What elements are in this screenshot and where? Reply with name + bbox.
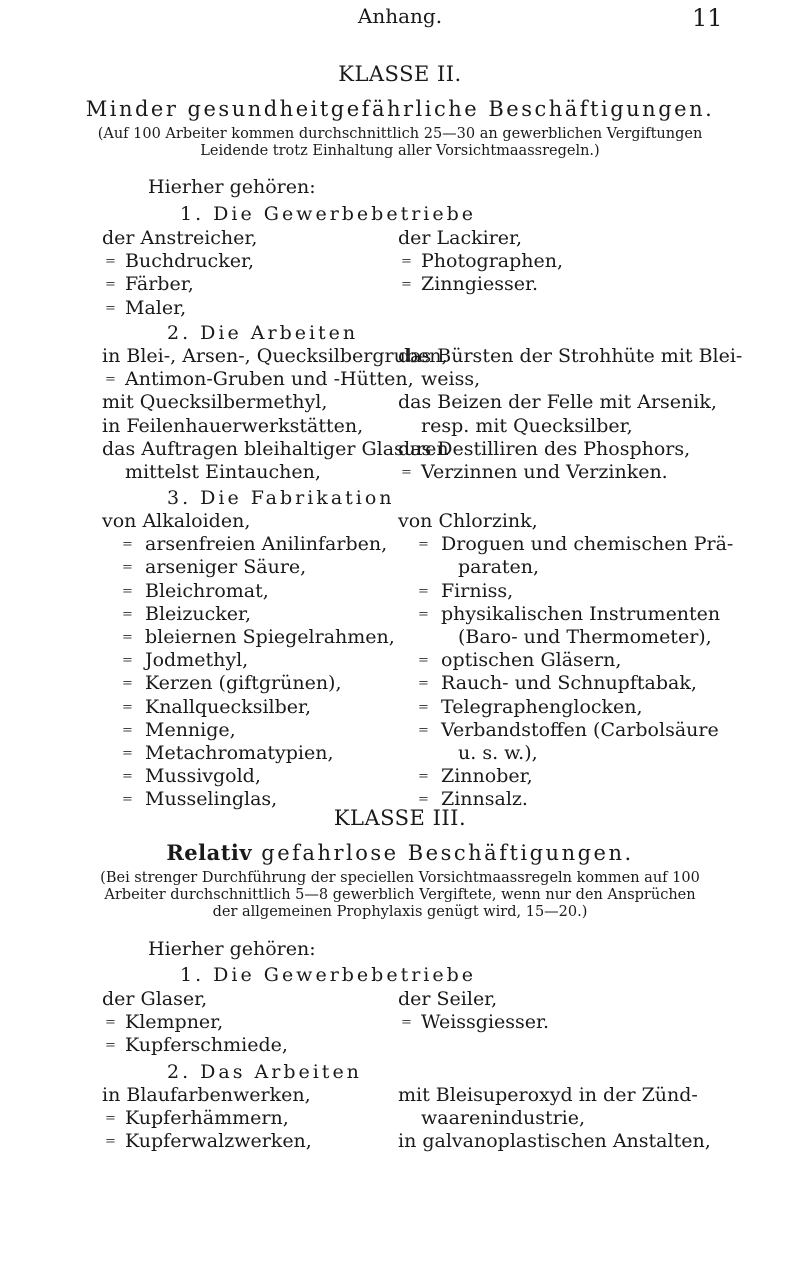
- list-item: paraten,: [458, 556, 540, 579]
- list-item: = Zinngiesser.: [401, 273, 539, 296]
- list-item: = Kerzen (giftgrünen),: [122, 672, 342, 695]
- list-item: = Verbandstoffen (Carbolsäure: [418, 718, 719, 741]
- list-item: resp. mit Quecksilber,: [421, 414, 633, 437]
- note-line: (Bei strenger Durchführung der speciellen Vorsichtmaassregeln kommen auf 100: [100, 870, 700, 886]
- section-title: 2. Die Arbeiten: [167, 322, 359, 344]
- list-item: = Photographen,: [401, 250, 564, 273]
- note-line: der allgemeinen Prophylaxis genügt wird, 15—20.): [212, 904, 588, 920]
- list-item: das Destilliren des Phosphors,: [398, 437, 691, 460]
- list-item: = Metachromatypien,: [122, 741, 334, 764]
- list-item: das Beizen der Felle mit Arsenik,: [398, 391, 717, 414]
- list-item: = Mennige,: [122, 718, 236, 741]
- list-item: = physikalischen Instrumenten: [418, 602, 721, 625]
- klasse-2-heading: KLASSE II.: [338, 62, 462, 86]
- subheading-bold: Relativ: [166, 840, 253, 865]
- klasse-2-note: [0, 126, 800, 160]
- note-line: Arbeiter durchschnittlich 5—8 gewerblich Vergiftete, wenn nur den Ansprüchen: [104, 887, 696, 903]
- klasse-3-heading: KLASSE III.: [333, 806, 467, 830]
- list-item: = Firniss,: [418, 579, 514, 602]
- list-item: = optischen Gläsern,: [418, 649, 622, 672]
- klasse-3-note: [0, 870, 800, 921]
- klasse-2-subheading: Minder gesundheitgefährliche Beschäftigungen.: [85, 97, 715, 121]
- list-item: = Maler,: [105, 296, 187, 319]
- section-1-right-column: [398, 227, 563, 297]
- list-item: waarenindustrie,: [421, 1107, 586, 1130]
- list-item: = Zinnober,: [418, 765, 533, 788]
- list-item: der Glaser,: [102, 988, 208, 1010]
- list-item: das Bürsten der Strohhüte mit Blei-: [398, 345, 743, 367]
- list-item: = Telegraphenglocken,: [418, 695, 643, 718]
- section-title: 2. Das Arbeiten: [167, 1061, 362, 1083]
- list-item: = Buchdrucker,: [105, 250, 254, 273]
- note-line: Leidende trotz Einhaltung aller Vorsichtmaassregeln.): [200, 143, 600, 159]
- page-number: 11: [692, 4, 723, 32]
- list-item: = Klempner,: [105, 1011, 224, 1034]
- section-3-left-column: [102, 510, 395, 811]
- section-1-left-column: [102, 227, 257, 320]
- list-item: (Baro- und Thermometer),: [458, 625, 712, 648]
- list-item: mittelst Eintauchen,: [125, 460, 321, 483]
- running-title: Anhang.: [357, 4, 443, 28]
- klasse-3-section-2-left-column: [102, 1084, 312, 1154]
- list-item: der Seiler,: [398, 988, 498, 1010]
- list-item: = Kupferwalzwerken,: [105, 1130, 312, 1153]
- hierher-label: Hierher gehören:: [148, 938, 316, 960]
- list-item: = Verzinnen und Verzinken.: [401, 460, 668, 483]
- list-item: = Kupferhämmern,: [105, 1107, 289, 1130]
- page-header: [0, 0, 800, 40]
- list-item: in Feilenhauerwerkstätten,: [102, 414, 364, 437]
- list-item: = bleiernen Spiegelrahmen,: [122, 625, 395, 648]
- note-line: (Auf 100 Arbeiter kommen durchschnittlich 25—30 an gewerblichen Vergiftungen: [97, 126, 703, 142]
- list-item: = Bleizucker,: [122, 602, 252, 625]
- section-title: 1. Die Gewerbebetriebe: [180, 964, 477, 986]
- section-2-left-column: [102, 345, 449, 484]
- list-item: = Färber,: [105, 273, 194, 296]
- list-item: von Alkaloiden,: [102, 510, 251, 532]
- list-item: = Antimon-Gruben und -Hütten,: [105, 368, 414, 391]
- list-item: = arseniger Säure,: [122, 556, 307, 579]
- list-item: = Bleichromat,: [122, 579, 269, 602]
- list-item: = Kupferschmiede,: [105, 1034, 288, 1057]
- list-item: das Auftragen bleihaltiger Glasuren: [102, 437, 449, 460]
- list-item: mit Bleisuperoxyd in der Zünd-: [398, 1084, 698, 1106]
- list-item: = Mussivgold,: [122, 765, 261, 788]
- list-item: in Blei-, Arsen-, Quecksilbergruben,: [102, 345, 448, 367]
- section-2-right-column: [398, 345, 742, 484]
- list-item: weiss,: [421, 368, 481, 391]
- hierher-label: Hierher gehören:: [148, 176, 316, 198]
- list-item: mit Quecksilbermethyl,: [102, 391, 328, 414]
- list-item: von Chlorzink,: [398, 510, 538, 532]
- list-item: in galvanoplastischen Anstalten,: [398, 1130, 711, 1153]
- klasse-3-section-1-left-column: [102, 988, 288, 1058]
- list-item: = Zinnsalz.: [418, 788, 528, 811]
- list-item: = Rauch- und Schnupftabak,: [418, 672, 697, 695]
- list-item: = Droguen und chemischen Prä-: [418, 533, 734, 556]
- section-3-right-column: [398, 510, 733, 811]
- klasse-3-section-1-right-column: [398, 988, 549, 1034]
- klasse-3-section-2-right-column: [398, 1084, 711, 1154]
- section-title: 3. Die Fabrikation: [167, 487, 395, 509]
- list-item: = Jodmethyl,: [122, 649, 249, 672]
- list-item: der Anstreicher,: [102, 227, 258, 249]
- list-item: = Musselinglas,: [122, 788, 278, 811]
- klasse-3-subheading: [0, 840, 800, 865]
- list-item: in Blaufarbenwerken,: [102, 1084, 311, 1106]
- section-title: 1. Die Gewerbebetriebe: [180, 203, 477, 225]
- list-item: u. s. w.),: [458, 741, 538, 764]
- list-item: = arsenfreien Anilinfarben,: [122, 533, 388, 556]
- subheading-rest: gefahrlose Beschäftigungen.: [261, 841, 634, 865]
- list-item: = Knallquecksilber,: [122, 695, 312, 718]
- list-item: = Weissgiesser.: [401, 1011, 550, 1034]
- list-item: der Lackirer,: [398, 227, 523, 249]
